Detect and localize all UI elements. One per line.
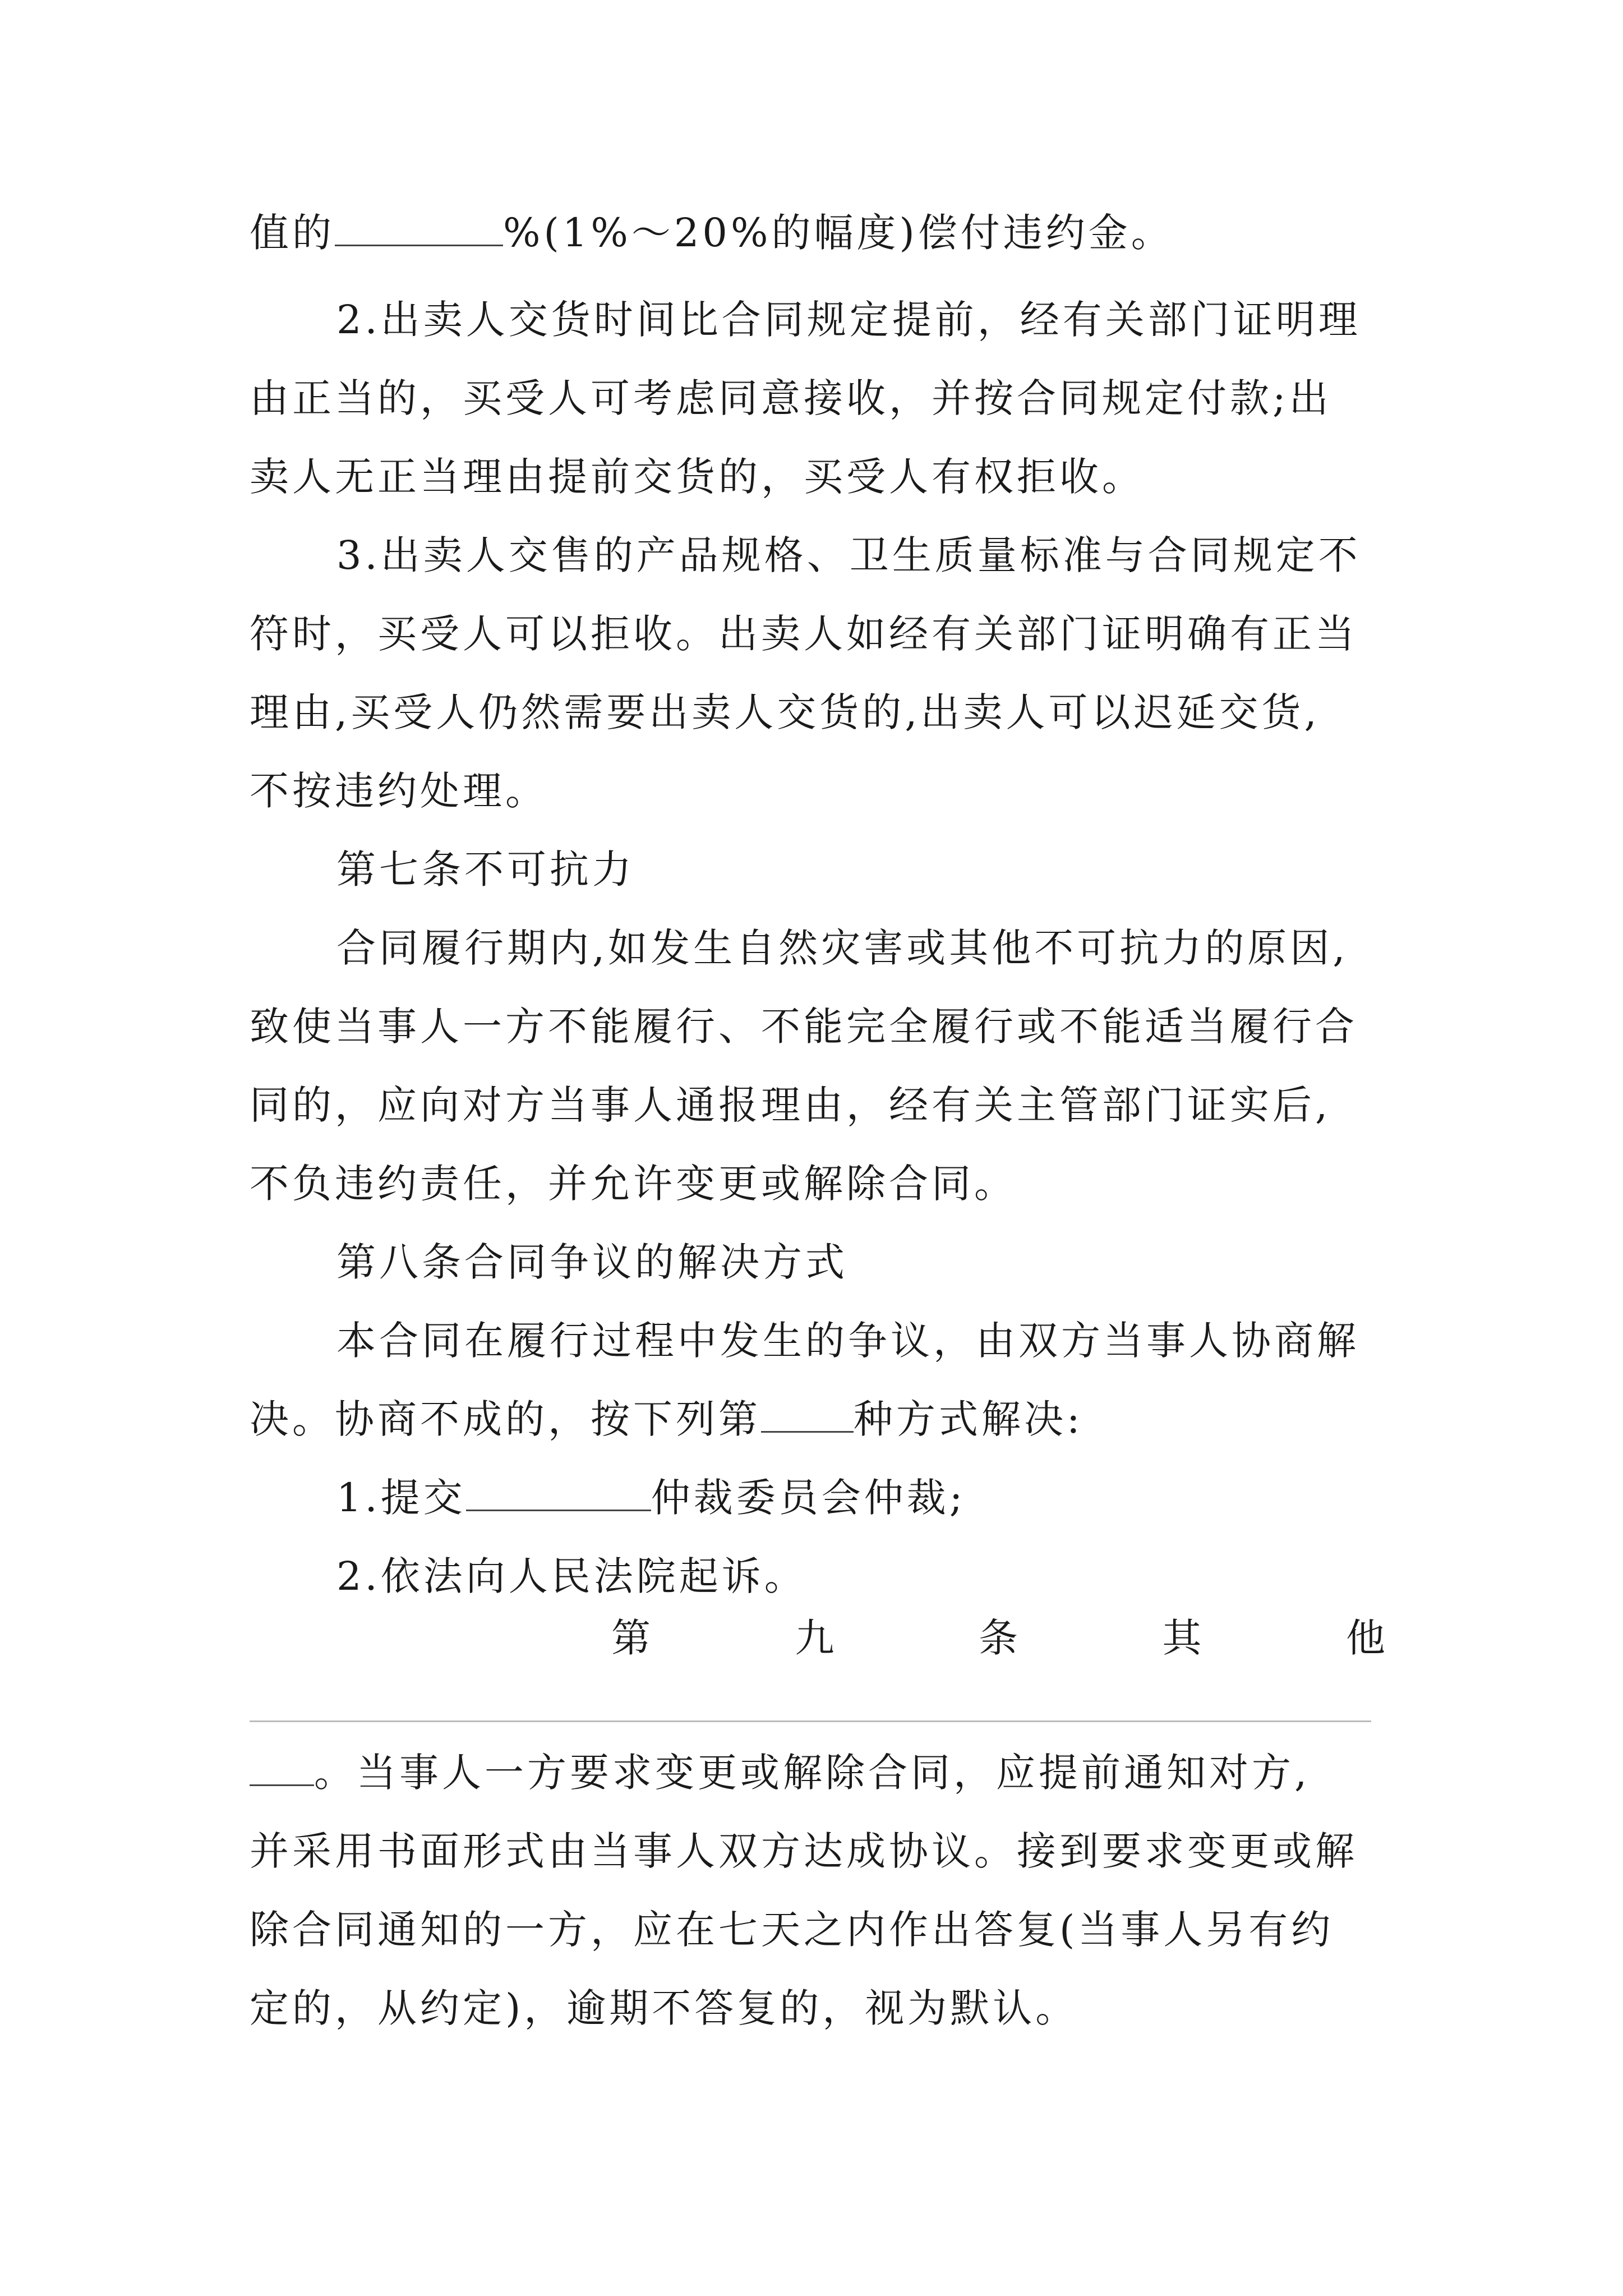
article-8-line-2-end: 种方式解决:: [854, 1396, 1083, 1442]
article-9-fill-line[interactable]: [250, 1720, 1371, 1722]
article-9-char: 他: [1346, 1615, 1385, 1661]
penalty-line: [250, 205, 1174, 261]
arbitration-option: [336, 1470, 966, 1526]
arbitration-option-start: 1.提交: [336, 1475, 466, 1521]
article-9-line-4: 定的，从约定)，逾期不答复的，视为默认。: [250, 1985, 1078, 2031]
clause-3-line-2: 符时，买受人可以拒收。出卖人如经有关部门证明确有正当: [250, 611, 1358, 657]
article-9-char: 第: [611, 1615, 651, 1661]
article-7-line-2: 致使当事人一方不能履行、不能完全履行或不能适当履行合: [250, 1004, 1358, 1050]
article-9-line-1: [250, 1745, 1310, 1801]
clause-3-line-4: 不按违约处理。: [250, 768, 548, 814]
clause-2-line-1: 2.出卖人交货时间比合同规定提前，经有关部门证明理: [336, 297, 1361, 343]
article-9-line-2: 并采用书面形式由当事人双方达成协议。接到要求变更或解: [250, 1828, 1358, 1874]
article-9-line-1-text: 。当事人一方要求变更或解除合同，应提前通知对方,: [314, 1750, 1311, 1796]
article-7-heading: 第七条不可抗力: [336, 846, 635, 892]
article-7-line-1: 合同履行期内,如发生自然灾害或其他不可抗力的原因,: [336, 925, 1349, 971]
article-8-line-2-start: 决。协商不成的，按下列第: [250, 1396, 761, 1442]
dispute-method-blank[interactable]: [761, 1398, 854, 1433]
court-option: 2.依法向人民法院起诉。: [336, 1553, 807, 1599]
article-7-line-3: 同的，应向对方当事人通报理由，经有关主管部门证实后,: [250, 1082, 1331, 1128]
article-9-heading: [611, 1610, 1385, 1666]
article-9-char: 九: [795, 1615, 834, 1661]
article-7-line-4: 不负违约责任，并允许变更或解除合同。: [250, 1161, 1017, 1207]
penalty-ratio-blank[interactable]: [335, 212, 503, 246]
article-8-line-2: [250, 1391, 1083, 1447]
arbitration-committee-blank[interactable]: [466, 1477, 651, 1511]
arbitration-option-end: 仲裁委员会仲裁;: [651, 1475, 966, 1521]
clause-3-line-3: 理由,买受人仍然需要出卖人交货的,出卖人可以迟延交货,: [250, 689, 1320, 735]
clause-2-line-3: 卖人无正当理由提前交货的，买受人有权拒收。: [250, 454, 1145, 500]
article-8-heading: 第八条合同争议的解决方式: [336, 1239, 848, 1285]
article-9-char: 条: [979, 1615, 1018, 1661]
article-9-line-3: 除合同通知的一方，应在七天之内作出答复(当事人另有约: [250, 1907, 1334, 1953]
article-9-blank[interactable]: [250, 1752, 314, 1786]
clause-3-line-1: 3.出卖人交售的产品规格、卫生质量标准与合同规定不: [336, 532, 1361, 578]
penalty-text-start: 值的: [250, 210, 335, 256]
article-9-char: 其: [1162, 1615, 1202, 1661]
penalty-text-end: %(1%～20%的幅度)偿付违约金。: [503, 210, 1174, 256]
article-8-line-1: 本合同在履行过程中发生的争议，由双方当事人协商解: [336, 1318, 1359, 1364]
clause-2-line-2: 由正当的，买受人可考虑同意接收，并按合同规定付款;出: [250, 375, 1332, 421]
